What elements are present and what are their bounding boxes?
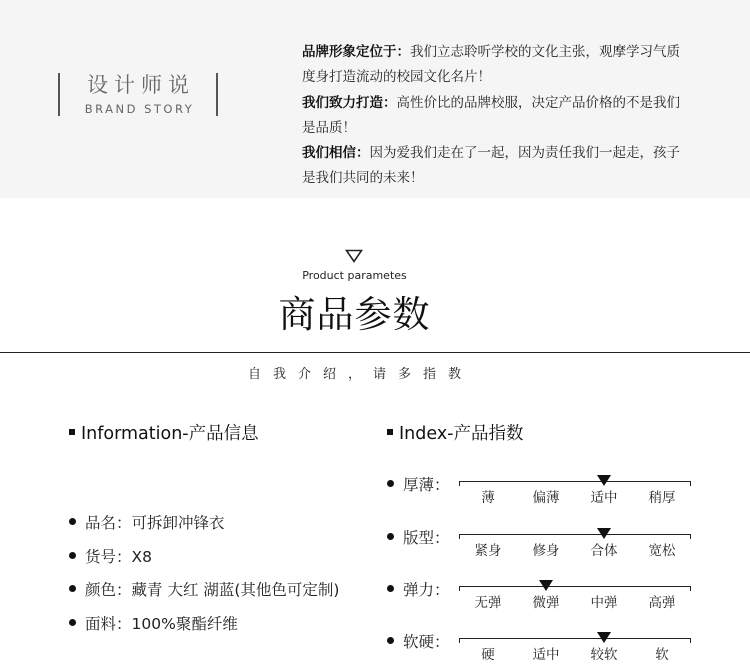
story-paragraph-belief — [302, 141, 682, 192]
scale-option: 适中 — [590, 490, 618, 506]
story-paragraph-positioning — [302, 40, 682, 91]
index-row-label — [387, 580, 450, 600]
index-row-name: 软硬： — [403, 633, 450, 651]
scale-option: 紧身 — [474, 543, 502, 559]
index-scale-options — [459, 489, 691, 507]
index-scale-bar — [459, 638, 691, 639]
index-row-name: 弹力： — [403, 581, 450, 599]
scale-marker-icon — [597, 528, 611, 539]
square-bullet-icon — [387, 429, 393, 435]
bullet-icon — [69, 619, 76, 626]
bullet-icon — [387, 585, 394, 592]
story-paragraph-commitment — [302, 91, 682, 142]
index-scale-bar — [459, 534, 691, 535]
info-value: 100%聚酯纤维 — [131, 614, 238, 633]
story-label: 我们相信： — [302, 145, 370, 162]
triangle-down-icon — [345, 249, 363, 263]
bullet-icon — [69, 585, 76, 592]
brand-story-section — [0, 0, 750, 198]
scale-option: 薄 — [481, 490, 495, 506]
brand-story-text — [302, 40, 682, 192]
scale-option: 合体 — [590, 543, 618, 559]
index-row-label — [387, 528, 450, 548]
list-item — [69, 608, 339, 642]
page-title: 商品参数 — [278, 293, 431, 336]
bullet-icon — [387, 637, 394, 644]
index-scale-options — [459, 594, 691, 612]
index-scale-bar — [459, 481, 691, 482]
index-row-elasticity — [387, 580, 697, 620]
index-row-name: 厚薄： — [403, 476, 450, 494]
scale-option: 微弹 — [532, 595, 560, 611]
index-row-label — [387, 475, 450, 495]
info-value: X8 — [131, 547, 152, 566]
index-row-label — [387, 632, 450, 652]
index-heading-text: Index-产品指数 — [399, 424, 524, 444]
scale-option: 硬 — [481, 647, 495, 663]
scale-marker-icon — [597, 632, 611, 643]
bullet-icon — [69, 518, 76, 525]
brand-story-title-box — [58, 73, 218, 116]
story-label: 品牌形象定位于： — [302, 44, 410, 60]
info-value: 藏青 大红 湖蓝(其他色可定制) — [131, 581, 340, 599]
info-label: 货号： — [85, 547, 132, 566]
index-scale-bar — [459, 586, 691, 587]
scale-option: 高弹 — [648, 595, 676, 611]
story-text: 高性价比的品牌校服，决定产品价格的不是我们是品质！ — [302, 94, 680, 136]
intro-text: 自我介绍，请多指教 — [247, 367, 473, 382]
square-bullet-icon — [69, 429, 75, 435]
list-item — [69, 507, 339, 541]
scale-option: 宽松 — [648, 543, 676, 559]
scale-option: 稍厚 — [648, 490, 676, 506]
bullet-icon — [387, 480, 394, 487]
information-heading — [69, 423, 259, 445]
index-row-softness — [387, 632, 697, 672]
list-item — [69, 574, 339, 608]
brand-story-title-en: BRAND STORY — [84, 102, 195, 116]
info-label: 颜色： — [85, 581, 132, 599]
scale-option: 较软 — [590, 647, 618, 663]
scale-option: 偏薄 — [532, 490, 560, 506]
scale-option: 中弹 — [590, 595, 618, 611]
index-scale-options — [459, 542, 691, 560]
scale-option: 软 — [655, 647, 669, 663]
divider — [0, 352, 750, 353]
scale-option: 无弹 — [474, 595, 502, 611]
product-parameters-label: Product parametes — [302, 269, 407, 282]
story-label: 我们致力打造： — [302, 94, 397, 111]
scale-marker-icon — [597, 475, 611, 486]
scale-marker-icon — [539, 580, 553, 591]
index-heading — [387, 423, 524, 445]
list-item — [69, 541, 339, 575]
info-value: 可拆卸冲锋衣 — [131, 514, 225, 532]
index-row-thickness — [387, 475, 697, 515]
information-list — [69, 507, 339, 641]
index-row-fit — [387, 528, 697, 568]
index-row-name: 版型： — [403, 529, 450, 547]
information-heading-text: Information-产品信息 — [81, 424, 259, 444]
bullet-icon — [387, 533, 394, 540]
scale-option: 修身 — [532, 543, 560, 559]
story-text: 因为爱我们走在了一起，因为责任我们一起走，孩子是我们共同的未来！ — [302, 145, 680, 187]
story-text: 我们立志聆听学校的文化主张，观摩学习气质度身打造流动的校园文化名片！ — [302, 44, 680, 86]
scale-option: 适中 — [532, 647, 560, 663]
info-label: 面料： — [85, 614, 132, 633]
index-scale-options — [459, 646, 691, 664]
brand-story-title-cn: 设计师说 — [87, 73, 195, 97]
info-label: 品名： — [85, 514, 132, 532]
bullet-icon — [69, 552, 76, 559]
